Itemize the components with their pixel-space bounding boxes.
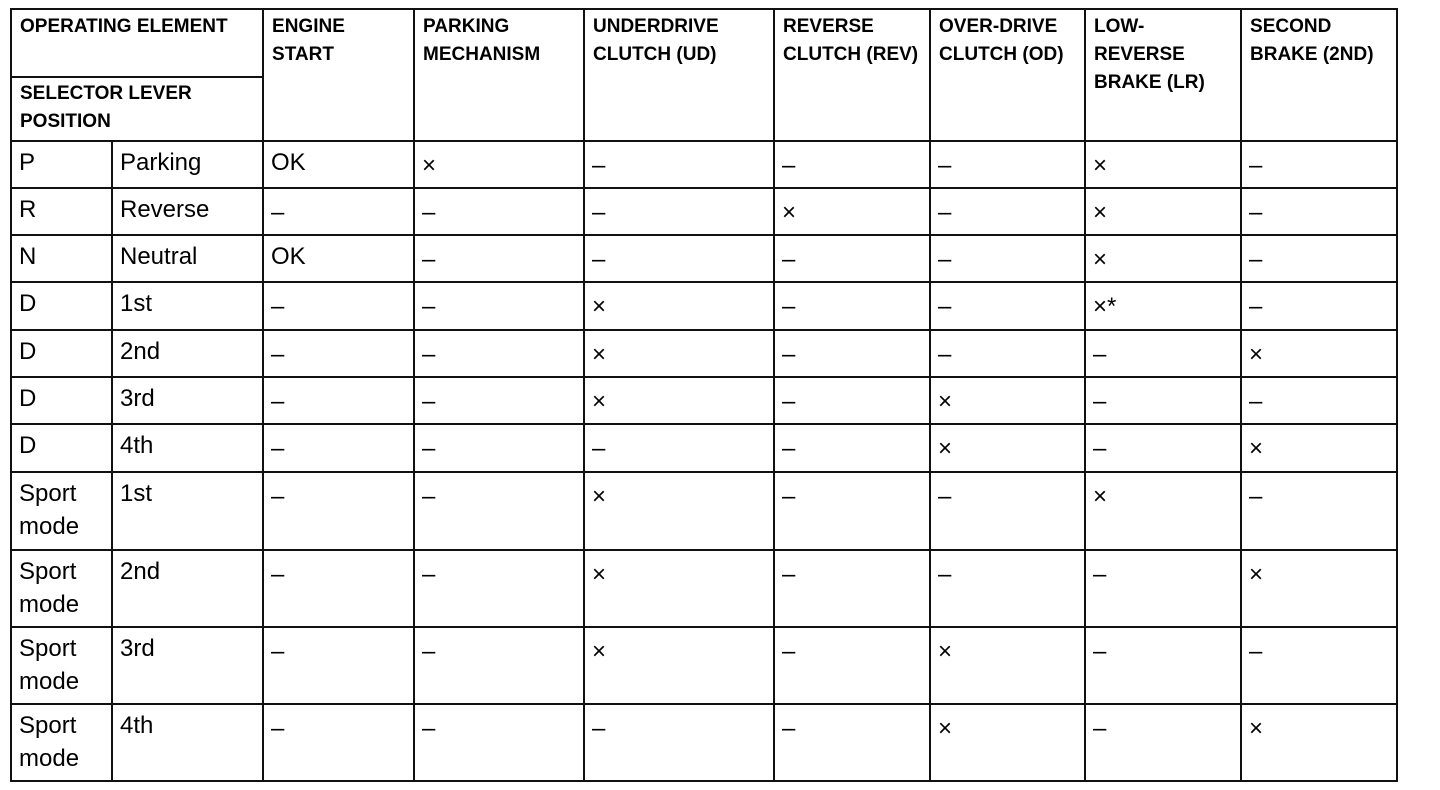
value-cell: – [414,330,584,377]
operating-element-header: OPERATING ELEMENT [11,9,263,77]
column-header: SECOND BRAKE (2ND) [1241,9,1397,141]
position-cell: Sport mode [11,550,112,627]
value-cell: – [584,141,774,188]
value-cell: – [1241,472,1397,549]
value-cell: – [263,424,414,472]
value-cell: × [414,141,584,188]
position-cell: Sport mode [11,472,112,549]
value-cell: × [930,627,1085,704]
position-cell: D [11,377,112,424]
table-row [11,424,1397,472]
value-cell: – [584,188,774,235]
position-cell: N [11,235,112,282]
value-cell: – [930,550,1085,627]
value-cell: – [930,282,1085,330]
state-cell: 2nd [112,550,263,627]
value-cell: – [414,704,584,781]
state-cell: 3rd [112,627,263,704]
value-cell: – [414,377,584,424]
table-row [11,704,1397,781]
value-cell: × [930,424,1085,472]
value-cell: – [414,627,584,704]
table-row [11,627,1397,704]
state-cell: Neutral [112,235,263,282]
state-cell: 4th [112,704,263,781]
value-cell: – [414,424,584,472]
value-cell: – [930,235,1085,282]
value-cell: × [1085,235,1241,282]
value-cell: – [774,330,930,377]
value-cell: – [1241,188,1397,235]
value-cell: – [414,282,584,330]
value-cell: × [1085,472,1241,549]
value-cell: × [1241,424,1397,472]
position-cell: Sport mode [11,704,112,781]
table-row [11,377,1397,424]
value-cell: – [584,704,774,781]
value-cell: – [414,188,584,235]
header-row [11,9,1397,77]
value-cell: – [1085,424,1241,472]
value-cell: – [774,377,930,424]
value-cell: – [774,550,930,627]
value-cell: – [263,188,414,235]
value-cell: – [1241,282,1397,330]
value-cell: – [1085,627,1241,704]
state-cell: 1st [112,282,263,330]
value-cell: – [1085,550,1241,627]
value-cell: – [1241,377,1397,424]
position-cell: D [11,424,112,472]
column-header: LOW-REVERSE BRAKE (LR) [1085,9,1241,141]
value-cell: × [584,550,774,627]
position-cell: Sport mode [11,627,112,704]
value-cell: – [584,424,774,472]
value-cell: × [584,627,774,704]
value-cell: – [774,282,930,330]
value-cell: – [1241,141,1397,188]
value-cell: × [1241,704,1397,781]
table-row [11,550,1397,627]
column-header: ENGINE START [263,9,414,141]
value-cell: × [930,377,1085,424]
table-row [11,235,1397,282]
value-cell: – [263,627,414,704]
value-cell: × [1241,330,1397,377]
value-cell: OK [263,235,414,282]
value-cell: – [263,330,414,377]
value-cell: – [414,550,584,627]
value-cell: – [414,235,584,282]
selector-lever-position-header: SELECTOR LEVER POSITION [11,77,263,141]
value-cell: – [1241,235,1397,282]
state-cell: 3rd [112,377,263,424]
value-cell: – [774,627,930,704]
value-cell: – [584,235,774,282]
column-header: PARKING MECHANISM [414,9,584,141]
value-cell: × [584,282,774,330]
table-row [11,330,1397,377]
column-header: OVER-DRIVE CLUTCH (OD) [930,9,1085,141]
value-cell: – [930,330,1085,377]
value-cell: – [263,472,414,549]
position-cell: D [11,282,112,330]
value-cell: ×* [1085,282,1241,330]
value-cell: – [774,141,930,188]
value-cell: – [1085,330,1241,377]
value-cell: – [930,472,1085,549]
value-cell: × [584,472,774,549]
value-cell: – [774,235,930,282]
value-cell: × [1085,188,1241,235]
value-cell: × [584,377,774,424]
value-cell: × [774,188,930,235]
value-cell: – [263,704,414,781]
value-cell: – [1085,377,1241,424]
value-cell: – [263,377,414,424]
value-cell: – [930,141,1085,188]
column-header: UNDERDRIVE CLUTCH (UD) [584,9,774,141]
value-cell: × [584,330,774,377]
value-cell: – [414,472,584,549]
value-cell: OK [263,141,414,188]
position-cell: D [11,330,112,377]
value-cell: – [263,282,414,330]
position-cell: R [11,188,112,235]
table-row [11,472,1397,549]
table-row [11,188,1397,235]
value-cell: – [263,550,414,627]
value-cell: – [774,472,930,549]
state-cell: 4th [112,424,263,472]
value-cell: – [930,188,1085,235]
state-cell: 2nd [112,330,263,377]
state-cell: 1st [112,472,263,549]
value-cell: × [930,704,1085,781]
position-cell: P [11,141,112,188]
value-cell: – [774,704,930,781]
table-row [11,282,1397,330]
state-cell: Reverse [112,188,263,235]
value-cell: – [1241,627,1397,704]
table-row [11,141,1397,188]
state-cell: Parking [112,141,263,188]
value-cell: – [774,424,930,472]
value-cell: × [1085,141,1241,188]
value-cell: × [1241,550,1397,627]
value-cell: – [1085,704,1241,781]
column-header: REVERSE CLUTCH (REV) [774,9,930,141]
operating-element-table [10,8,1398,782]
